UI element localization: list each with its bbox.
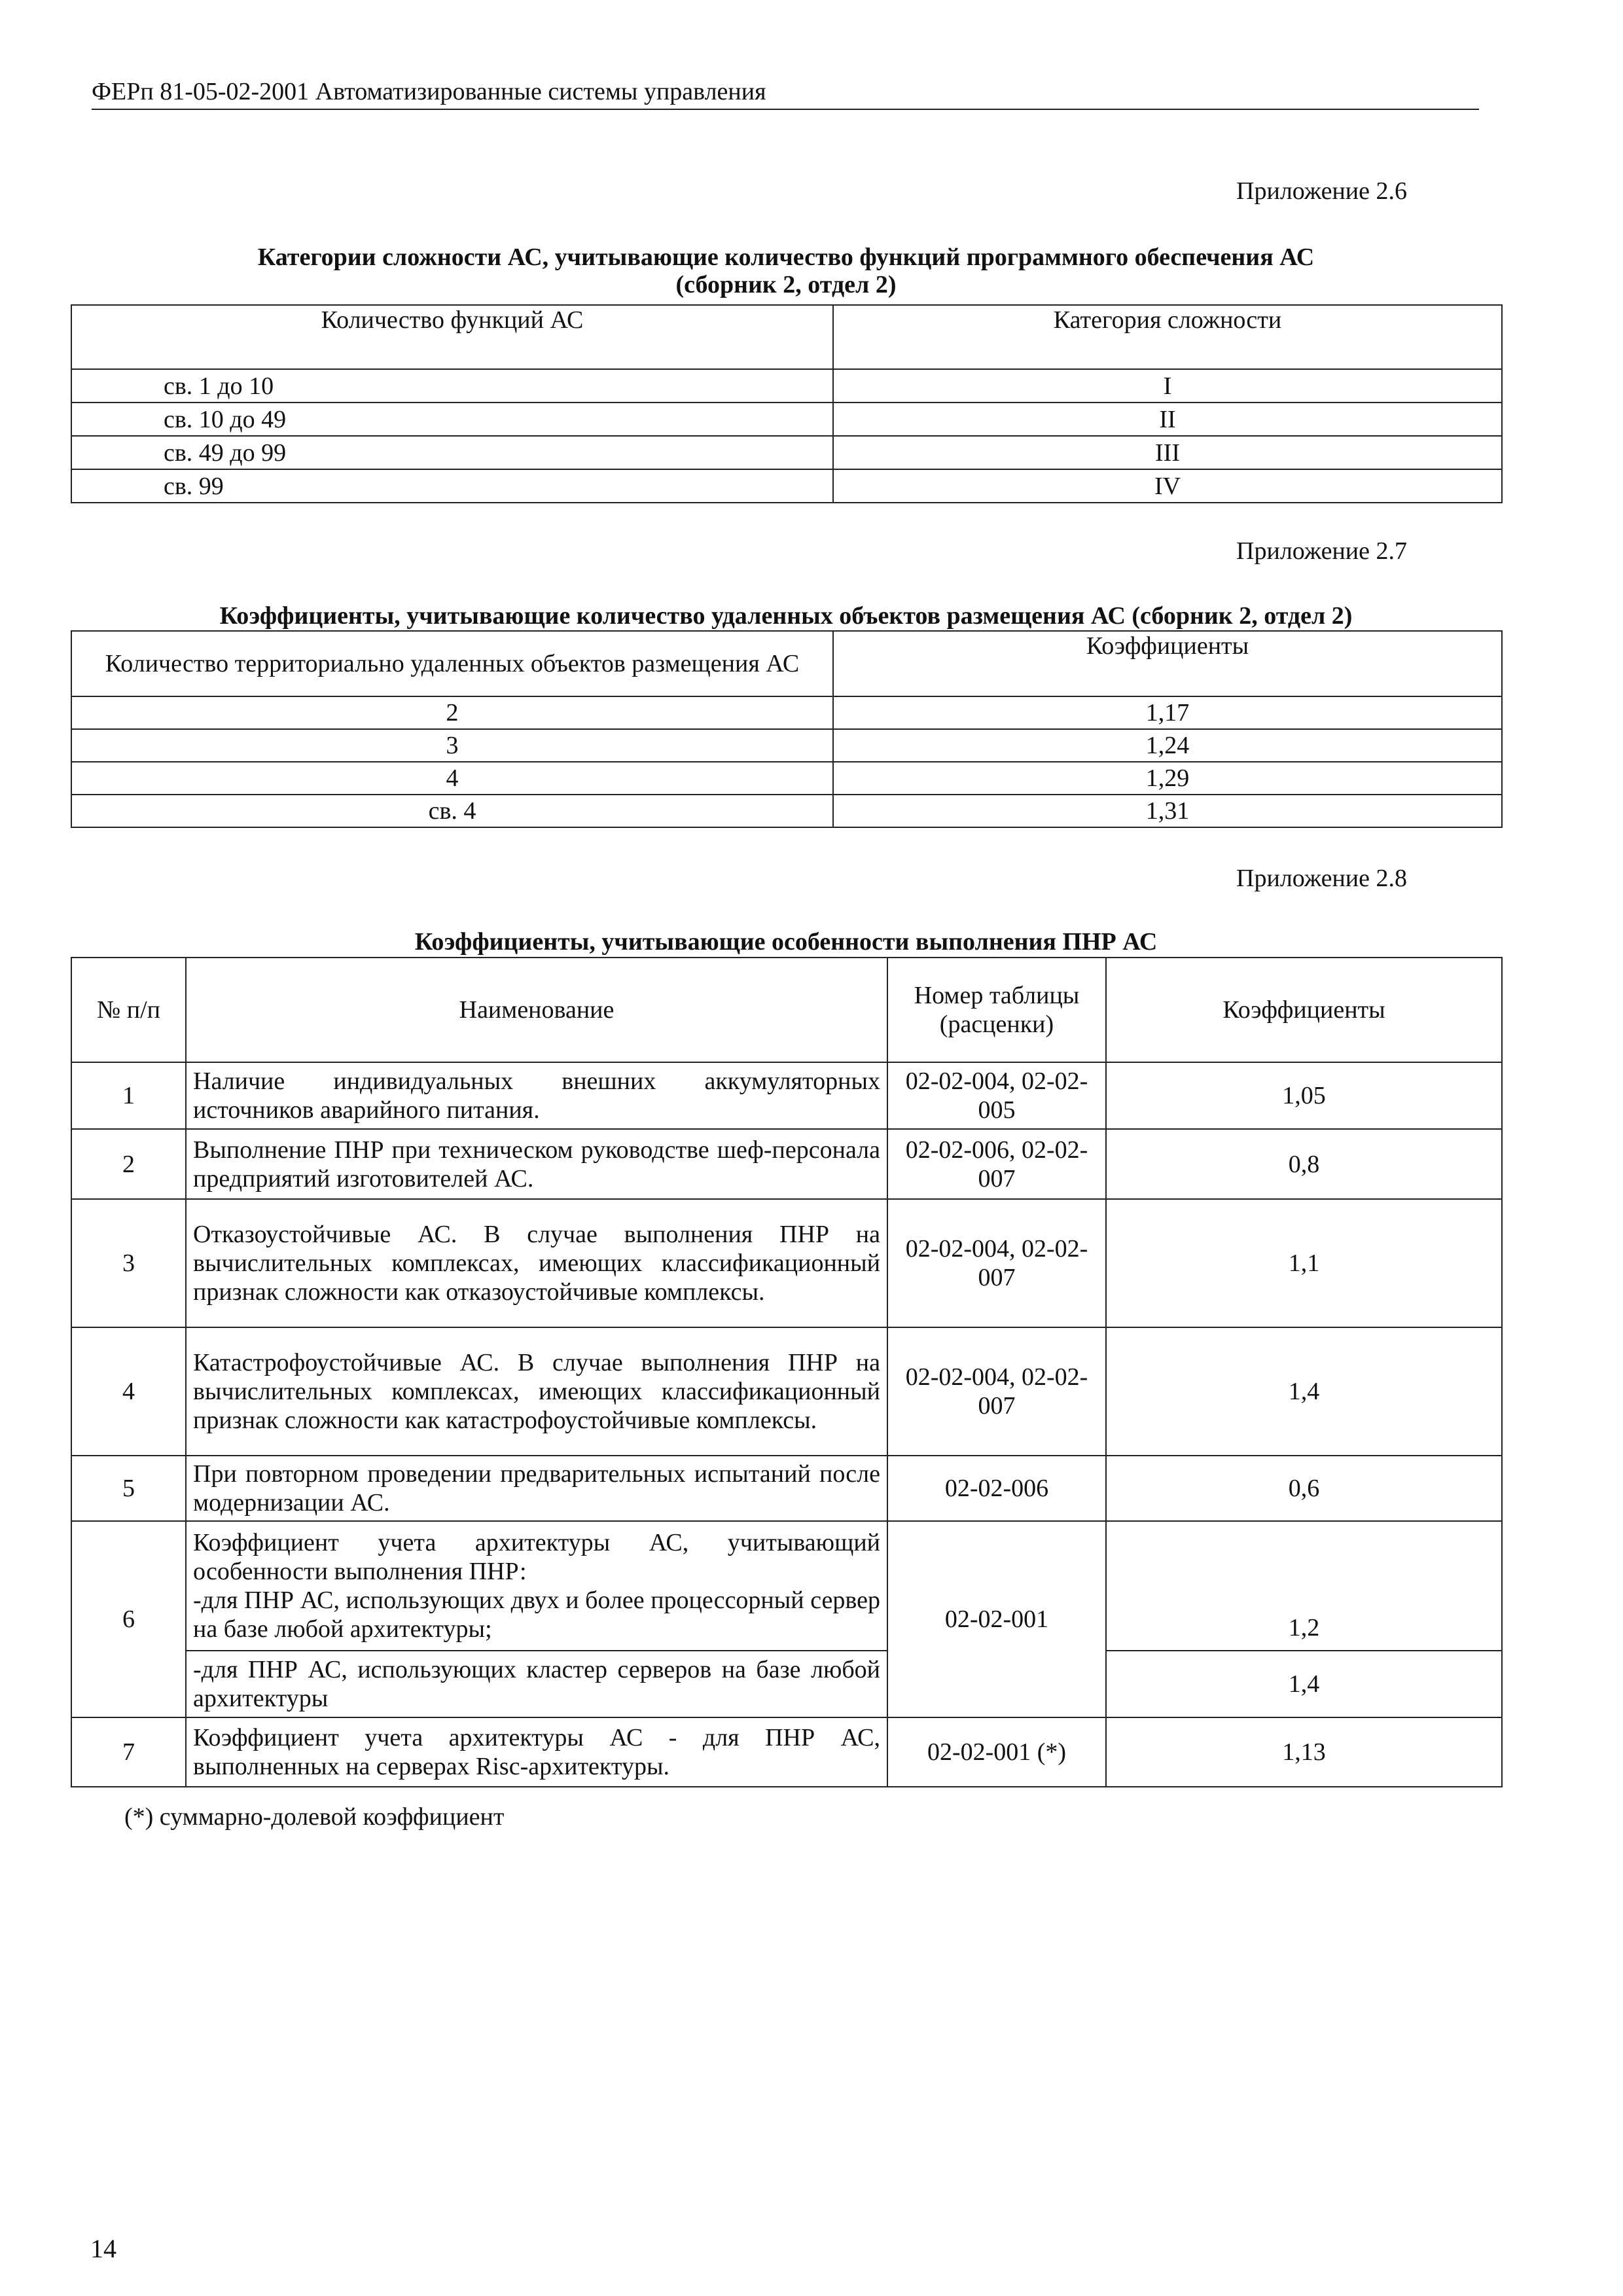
row-name-option-2: -для ПНР АС, использующих кластер серверов на базе любой архитектуры [186, 1651, 887, 1717]
category-cell: II [833, 403, 1502, 436]
row-number: 3 [71, 1199, 186, 1327]
object-count-cell: 2 [71, 696, 833, 729]
table-row [71, 1521, 1502, 1651]
page-number: 14 [90, 2234, 116, 2263]
table-row [71, 795, 1502, 827]
row-name: Наличие индивидуальных внешних аккумуляторных источников аварийного питания. [186, 1062, 887, 1129]
appendix-2-7-label: Приложение 2.7 [1236, 537, 1407, 565]
object-count-cell: 4 [71, 762, 833, 795]
coefficient-cell: 1,29 [833, 762, 1502, 795]
row-name: Выполнение ПНР при техническом руководстве шеф-персонала предприятий изготовителей АС. [186, 1129, 887, 1199]
category-cell: III [833, 436, 1502, 469]
row-table-number: 02-02-006, 02-02-007 [887, 1129, 1106, 1199]
row-coefficient: 1,13 [1106, 1717, 1502, 1787]
appendix-2-6-title-line1: Категории сложности АС, учитывающие количество функций программного обеспечения АС [257, 243, 1315, 271]
commissioning-coefficients-table [71, 957, 1503, 1787]
function-count-cell: св. 99 [71, 469, 833, 503]
remote-objects-table [71, 630, 1503, 828]
row-table-number: 02-02-006 [887, 1456, 1106, 1521]
row-number: 1 [71, 1062, 186, 1129]
column-header: Категория сложности [833, 305, 1502, 369]
row-coefficient: 1,4 [1106, 1327, 1502, 1456]
row-table-number: 02-02-004, 02-02-005 [887, 1062, 1106, 1129]
coefficient-cell: 1,24 [833, 729, 1502, 762]
object-count-cell: св. 4 [71, 795, 833, 827]
row-name-intro: Коэффициент учета архитектуры АС, учитывающий особенности выполнения ПНР: [193, 1529, 880, 1585]
footnote: (*) суммарно-долевой коэффициент [124, 1803, 505, 1831]
table-row [71, 1199, 1502, 1327]
column-header: Количество территориально удаленных объектов размещения АС [71, 631, 833, 696]
row-table-number: 02-02-001 (*) [887, 1717, 1106, 1787]
row-name: Катастрофоустойчивые АС. В случае выполнения ПНР на вычислительных комплексах, имеющих классификационный признак сложности как катастрофоустойчивые комплексы. [186, 1327, 887, 1456]
coefficient-cell: 1,17 [833, 696, 1502, 729]
row-number: 5 [71, 1456, 186, 1521]
category-cell: IV [833, 469, 1502, 503]
row-table-number: 02-02-004, 02-02-007 [887, 1327, 1106, 1456]
appendix-2-7-title: Коэффициенты, учитывающие количество удаленных объектов размещения АС (сборник 2, отдел 2) [219, 602, 1353, 630]
row-number: 7 [71, 1717, 186, 1787]
column-header: Коэффициенты [833, 631, 1502, 696]
row-coefficient: 0,8 [1106, 1129, 1502, 1199]
row-name-option-1: -для ПНР АС, использующих двух и более процессорный сервер на базе любой архитектуры; [193, 1587, 880, 1643]
category-cell: I [833, 369, 1502, 403]
column-header: № п/п [71, 958, 186, 1062]
table-row [71, 1129, 1502, 1199]
column-header: Коэффициенты [1106, 958, 1502, 1062]
row-name: При повторном проведении предварительных испытаний после модернизации АС. [186, 1456, 887, 1521]
appendix-2-6-label: Приложение 2.6 [1236, 177, 1407, 205]
row-coefficient: 0,6 [1106, 1456, 1502, 1521]
row-number: 2 [71, 1129, 186, 1199]
table-row [71, 1456, 1502, 1521]
row-coefficient-option-2: 1,4 [1106, 1651, 1502, 1717]
row-coefficient-option-1: 1,2 [1106, 1521, 1502, 1651]
row-table-number: 02-02-004, 02-02-007 [887, 1199, 1106, 1327]
function-count-cell: св. 49 до 99 [71, 436, 833, 469]
appendix-2-6-title [71, 243, 1501, 298]
row-table-number: 02-02-001 [887, 1521, 1106, 1717]
table-row [71, 403, 1502, 436]
complexity-category-table [71, 304, 1503, 503]
table-row [71, 1327, 1502, 1456]
table-row [71, 762, 1502, 795]
table-row [71, 1717, 1502, 1787]
appendix-2-8-label: Приложение 2.8 [1236, 865, 1407, 892]
row-coefficient: 1,05 [1106, 1062, 1502, 1129]
column-header: Количество функций АС [71, 305, 833, 369]
table-row [71, 1651, 1502, 1717]
row-name [186, 1521, 887, 1651]
object-count-cell: 3 [71, 729, 833, 762]
row-name: Коэффициент учета архитектуры АС - для ПНР АС, выполненных на серверах Risc-архитектуры. [186, 1717, 887, 1787]
page-header: ФЕРп 81-05-02-2001 Автоматизированные системы управления [92, 77, 1479, 110]
column-header: Наименование [186, 958, 887, 1062]
column-header: Номер таблицы (расценки) [887, 958, 1106, 1062]
function-count-cell: св. 10 до 49 [71, 403, 833, 436]
table-row [71, 729, 1502, 762]
row-number: 4 [71, 1327, 186, 1456]
table-row [71, 469, 1502, 503]
table-row [71, 369, 1502, 403]
table-row [71, 696, 1502, 729]
table-row [71, 1062, 1502, 1129]
row-number: 6 [71, 1521, 186, 1717]
row-coefficient: 1,1 [1106, 1199, 1502, 1327]
appendix-2-6-title-line2: (сборник 2, отдел 2) [675, 271, 897, 298]
row-name: Отказоустойчивые АС. В случае выполнения ПНР на вычислительных комплексах, имеющих классификационный признак сложности как отказоустойчивые комплексы. [186, 1199, 887, 1327]
table-row [71, 436, 1502, 469]
appendix-2-8-title: Коэффициенты, учитывающие особенности выполнения ПНР АС [414, 928, 1158, 956]
coefficient-cell: 1,31 [833, 795, 1502, 827]
function-count-cell: св. 1 до 10 [71, 369, 833, 403]
